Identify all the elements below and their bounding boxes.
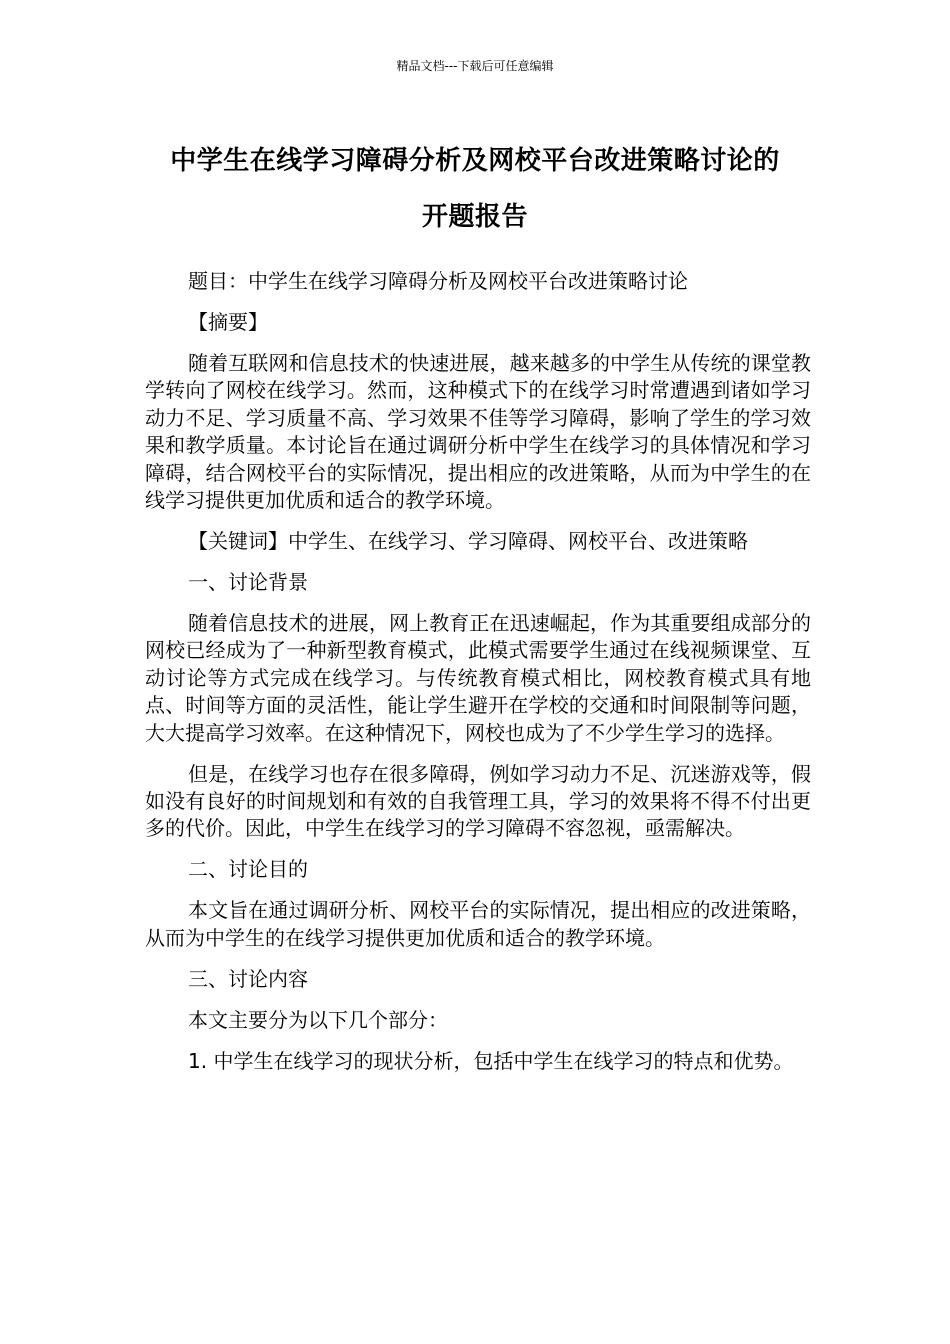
title-line-1: 中学生在线学习障碍分析及网校平台改进策略讨论的 [170,146,780,176]
topic-line: 题目：中学生在线学习障碍分析及网校平台改进策略讨论 [188,269,688,293]
section-1-heading: 一、讨论背景 [188,570,308,595]
keywords-line: 【关键词】中学生、在线学习、学习障碍、网校平台、改进策略 [188,529,748,554]
section-3-heading: 三、讨论内容 [188,966,308,991]
document-title [120,133,830,245]
section-3-intro: 本文主要分为以下几个部分： [188,1007,448,1032]
abstract-paragraph: 随着互联网和信息技术的快速进展，越来越多的中学生从传统的课堂教学转向了网校在线学习。然而，这种模式下的在线学习时常遭遇到诸如学习动力不足、学习质量不高、学习效果不佳等学习障碍，影响了学生的学习效果和教学质量。本讨论旨在通过调研分析中学生在线学习的具体情况和学习障碍，结合网校平台的实际情况，提出相应的改进策略，从而为中学生的在线学习提供更加优质和适合的教学环境。 [145,351,811,513]
document-body [145,268,811,1089]
section-3-list-item-1: 1. 中学生在线学习的现状分析，包括中学生在线学习的特点和优势。 [188,1048,794,1073]
abstract-heading: 【摘要】 [188,310,268,334]
section-1-paragraph-1: 随着信息技术的进展，网上教育正在迅速崛起，作为其重要组成部分的网校已经成为了一种新型教育模式，此模式需要学生通过在线视频课堂、互动讨论等方式完成在线学习。与传统教育模式相比，网校教育模式具有地点、时间等方面的灵活性，能让学生避开在学校的交通和时间限制等问题，大大提高学习效率。在这种情况下，网校也成为了不少学生学习的选择。 [145,611,811,745]
header-note: 精品文档---下载后可任意编辑 [396,59,554,73]
section-2-heading: 二、讨论目的 [188,857,308,882]
section-2-paragraph-1: 本文旨在通过调研分析、网校平台的实际情况，提出相应的改进策略，从而为中学生的在线学习提供更加优质和适合的教学环境。 [145,898,811,950]
title-line-2: 开题报告 [421,202,528,232]
section-1-paragraph-2: 但是，在线学习也存在很多障碍，例如学习动力不足、沉迷游戏等，假如没有良好的时间规划和有效的自我管理工具，学习的效果将不得不付出更多的代价。因此，中学生在线学习的学习障碍不容忽视，亟需解决。 [145,761,811,841]
